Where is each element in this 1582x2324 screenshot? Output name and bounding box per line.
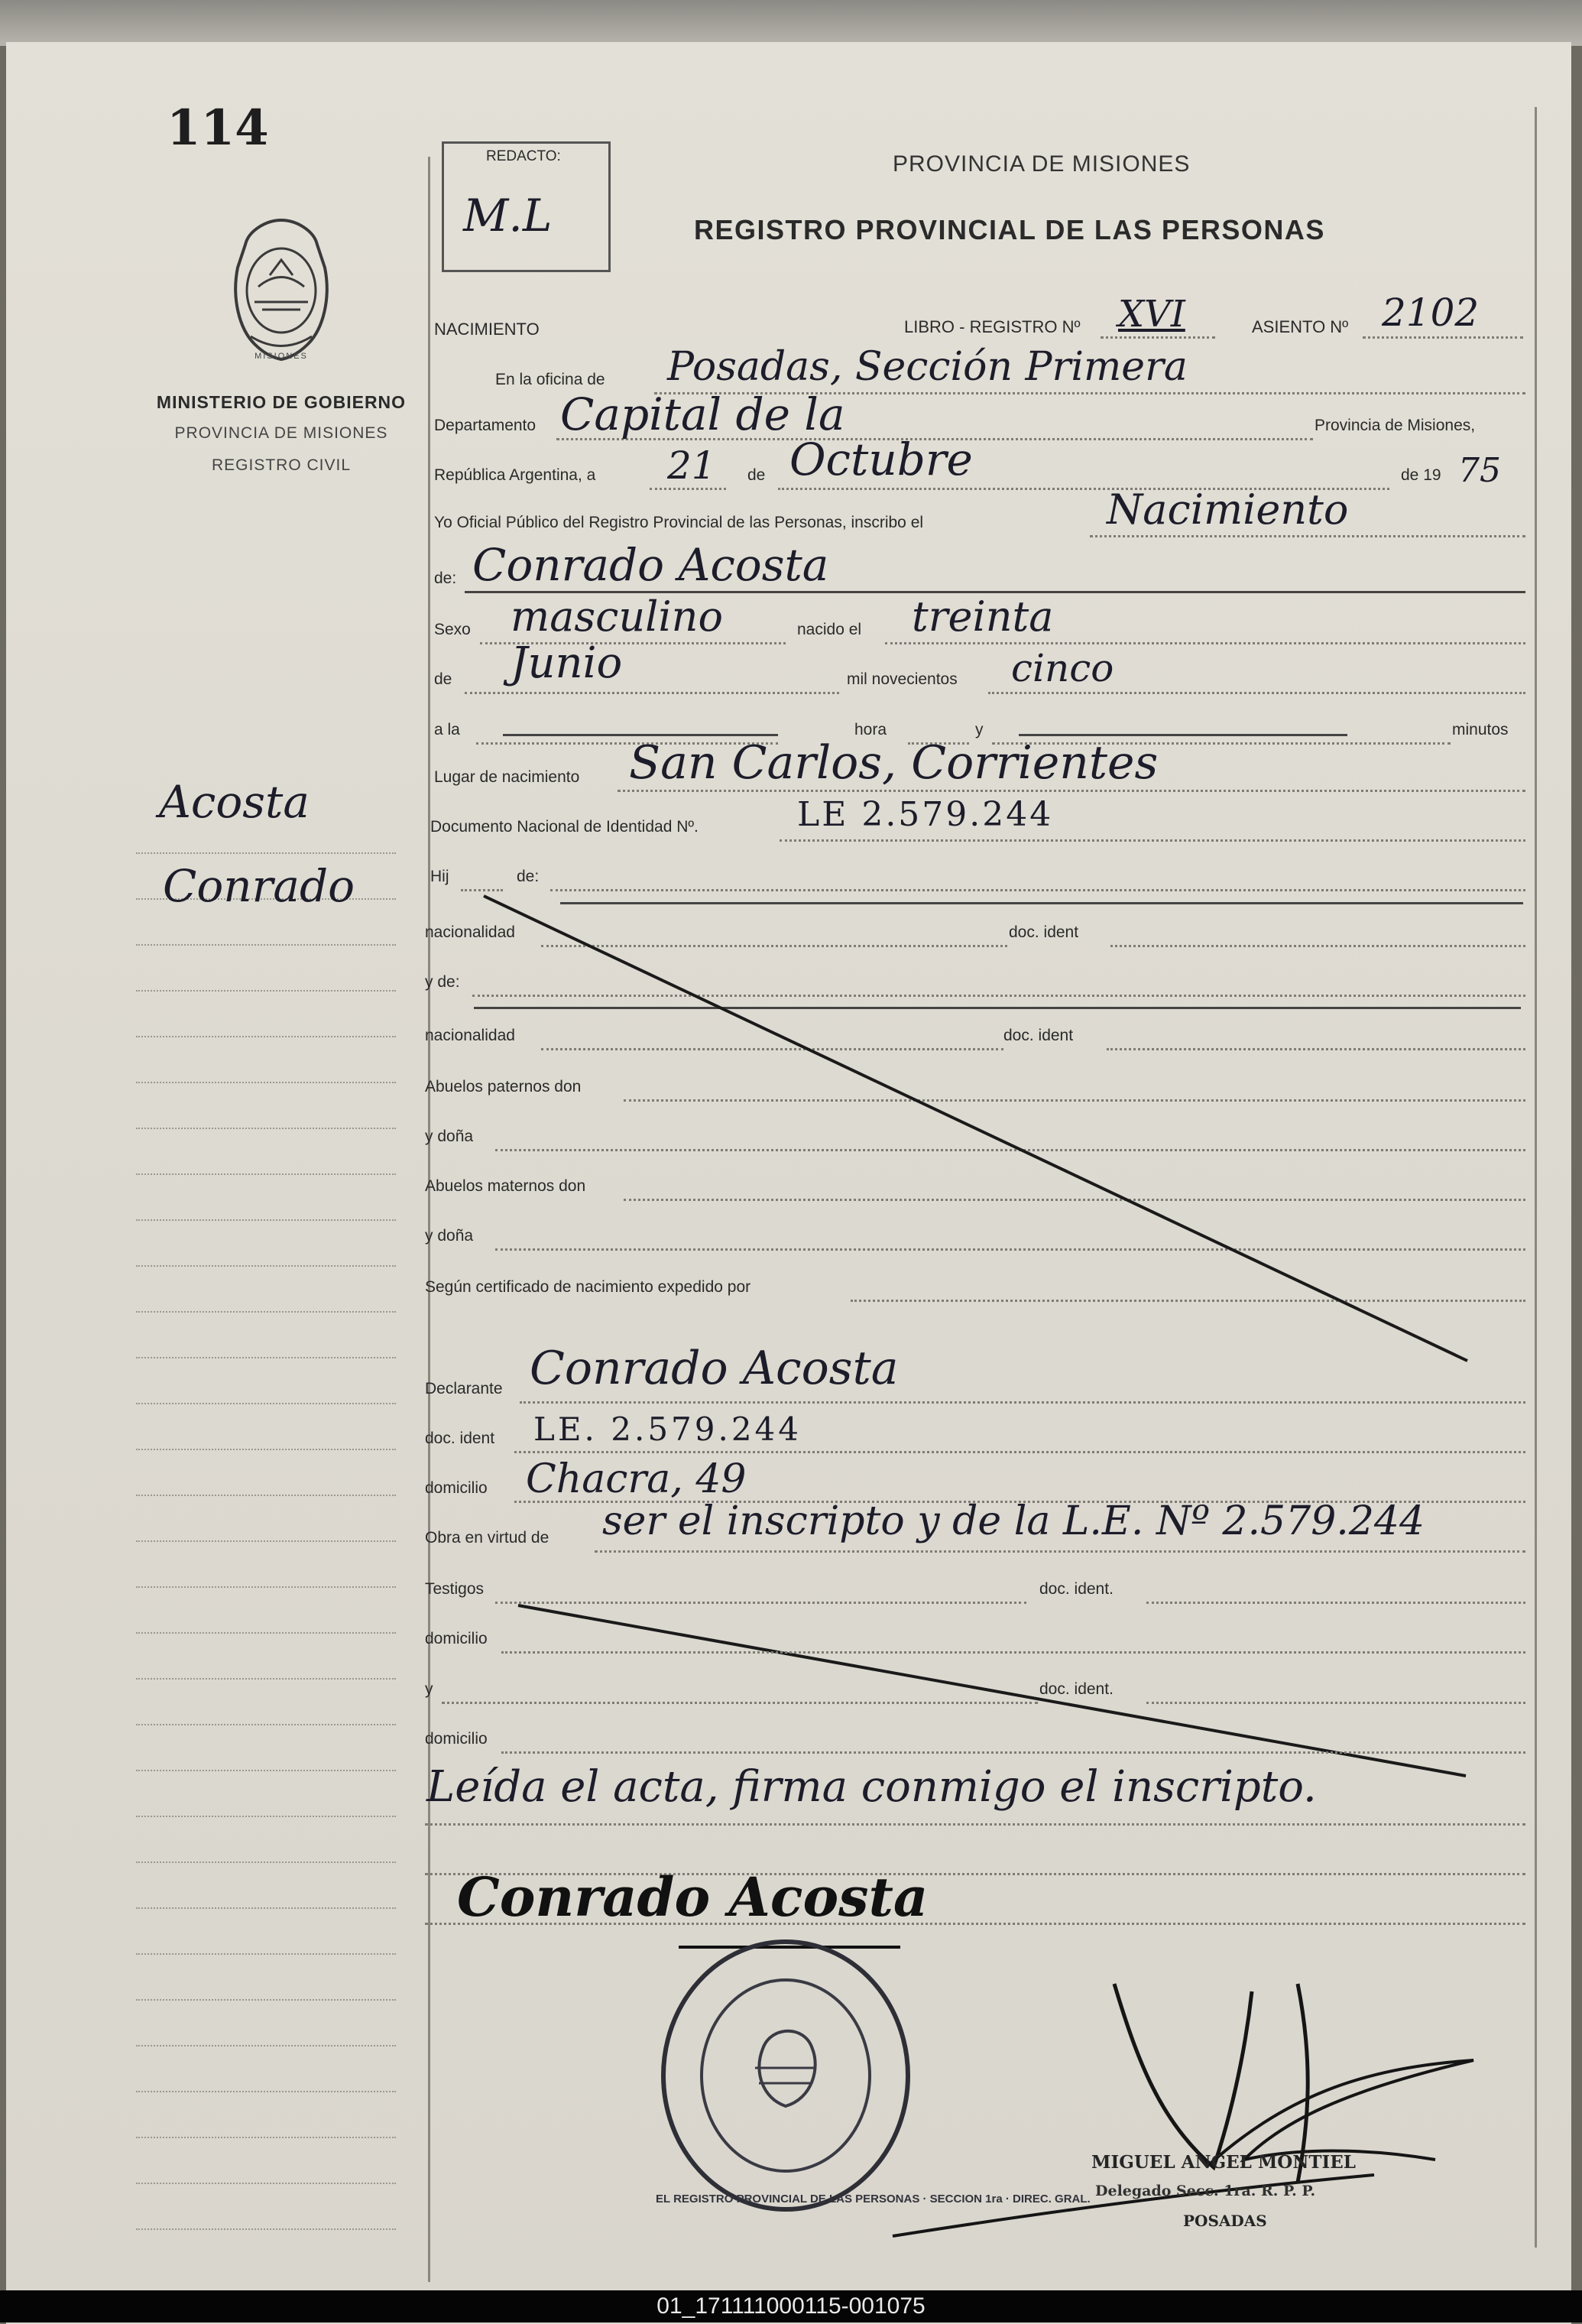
oficina-label: En la oficina de xyxy=(495,371,605,388)
official-name: MIGUEL ANGEL MONTIEL xyxy=(1091,2152,1356,2173)
inscribo-label: Yo Oficial Público del Registro Provincial de las Personas, inscribo el xyxy=(434,514,924,531)
hora-y-label: y xyxy=(975,721,984,738)
libro-value: XVI xyxy=(1118,293,1185,336)
doc-ident-4-label: doc. ident. xyxy=(1039,1580,1114,1598)
official-role: Delegado Secc. 1ra. R. P. P. xyxy=(1095,2183,1316,2199)
nacido-label: nacido el xyxy=(797,621,862,638)
redacto-initials: M.L xyxy=(463,190,553,242)
testigos-label: Testigos xyxy=(425,1580,485,1598)
domicilio-1-label: domicilio xyxy=(425,1479,488,1497)
person-value: Conrado Acosta xyxy=(472,539,829,591)
abuelos-paternos-label: Abuelos paternos don xyxy=(425,1078,582,1095)
seal-label: MISIONES xyxy=(254,352,308,361)
sexo-label: Sexo xyxy=(434,621,471,638)
folio-number: 114 xyxy=(167,99,269,157)
doc-ident-3-label: doc. ident xyxy=(425,1430,495,1447)
declarante-value: Conrado Acosta xyxy=(530,1342,899,1395)
header-title: REGISTRO PROVINCIAL DE LAS PERSONAS xyxy=(694,214,1325,245)
year-prefix-label: de 19 xyxy=(1401,466,1441,484)
mes-value: Junio xyxy=(511,638,623,688)
hij-de-label: de: xyxy=(517,868,540,885)
margin-given-name: Conrado xyxy=(163,860,355,912)
doc-ident-5-label: doc. ident. xyxy=(1039,1680,1114,1698)
document-page xyxy=(6,42,1571,2324)
asiento-label: ASIENTO Nº xyxy=(1252,317,1349,336)
redacto-label: REDACTO: xyxy=(486,148,561,164)
ministry-line-1: MINISTERIO DE GOBIERNO xyxy=(156,392,407,412)
ala-label: a la xyxy=(434,721,460,738)
month-de-label: de xyxy=(747,466,766,484)
closing-statement: Leída el acta, firma conmigo el inscripto. xyxy=(426,1762,1317,1812)
nacionalidad-1-label: nacionalidad xyxy=(425,923,515,941)
hora-label: hora xyxy=(854,721,887,738)
doc-ident-1-label: doc. ident xyxy=(1009,923,1079,941)
inscribo-value: Nacimiento xyxy=(1107,485,1349,534)
ministry-line-3: REGISTRO CIVIL xyxy=(211,456,352,474)
person-de-label: de: xyxy=(434,570,457,587)
official-city: POSADAS xyxy=(1183,2212,1267,2230)
scan-top-edge xyxy=(0,0,1582,46)
mil-label: mil novecientos xyxy=(847,670,958,688)
departamento-label: Departamento xyxy=(434,417,537,434)
nacido-value: treinta xyxy=(912,592,1054,641)
official-stamp xyxy=(656,1934,1091,2217)
hij-label: Hij xyxy=(430,868,449,885)
obra-label: Obra en virtud de xyxy=(425,1529,549,1547)
dni-label: Documento Nacional de Identidad Nº. xyxy=(430,818,699,836)
provincia-label: Provincia de Misiones, xyxy=(1315,417,1476,434)
libro-label: LIBRO - REGISTRO Nº xyxy=(904,317,1081,336)
month-value: Octubre xyxy=(789,433,973,485)
mil-value: cinco xyxy=(1011,646,1114,690)
domicilio-3-label: domicilio xyxy=(425,1730,488,1748)
oficina-value: Posadas, Sección Primera xyxy=(667,344,1188,390)
y-testigo-label: y xyxy=(425,1680,433,1698)
scan-id: 01_171111000115-001075 xyxy=(656,2293,926,2319)
year-value: 75 xyxy=(1458,451,1501,490)
margin-surname: Acosta xyxy=(159,776,310,828)
republica-label: República Argentina, a xyxy=(434,466,596,484)
doc-ident-3-value: LE. 2.579.244 xyxy=(533,1410,802,1448)
inscripto-signature: Conrado Acosta xyxy=(457,1865,929,1929)
domicilio-2-label: domicilio xyxy=(425,1630,488,1647)
dni-value: LE 2.579.244 xyxy=(797,795,1054,834)
stamp-text: EL REGISTRO PROVINCIAL DE LAS PERSONAS · SECCION 1ra · DIREC. GRAL. xyxy=(656,2193,1091,2206)
doc-ident-2-label: doc. ident xyxy=(1003,1027,1074,1044)
minutos-label: minutos xyxy=(1452,721,1509,738)
y-dona-2-label: y doña xyxy=(425,1227,474,1245)
obra-value: ser el inscripto y de la L.E. Nº 2.579.244 xyxy=(602,1498,1425,1544)
abuelos-maternos-label: Abuelos maternos don xyxy=(425,1177,586,1195)
mes-de-label: de xyxy=(434,670,452,688)
lugar-label: Lugar de nacimiento xyxy=(434,768,580,786)
segun-label: Según certificado de nacimiento expedido por xyxy=(425,1278,751,1296)
asiento-value: 2102 xyxy=(1382,290,1480,335)
lugar-value: San Carlos, Corrientes xyxy=(629,736,1159,790)
day-value: 21 xyxy=(667,443,716,488)
ministry-line-2: PROVINCIA DE MISIONES xyxy=(174,424,388,442)
declarante-label: Declarante xyxy=(425,1380,503,1397)
header-province: PROVINCIA DE MISIONES xyxy=(893,151,1191,177)
departamento-value: Capital de la xyxy=(560,388,845,440)
y-de-label: y de: xyxy=(425,973,460,991)
record-type-label: NACIMIENTO xyxy=(434,320,540,339)
y-dona-1-label: y doña xyxy=(425,1128,474,1145)
nacionalidad-2-label: nacionalidad xyxy=(425,1027,515,1044)
sexo-value: masculino xyxy=(511,592,723,641)
scan-footer xyxy=(0,2290,1582,2322)
domicilio-1-value: Chacra, 49 xyxy=(526,1456,747,1502)
